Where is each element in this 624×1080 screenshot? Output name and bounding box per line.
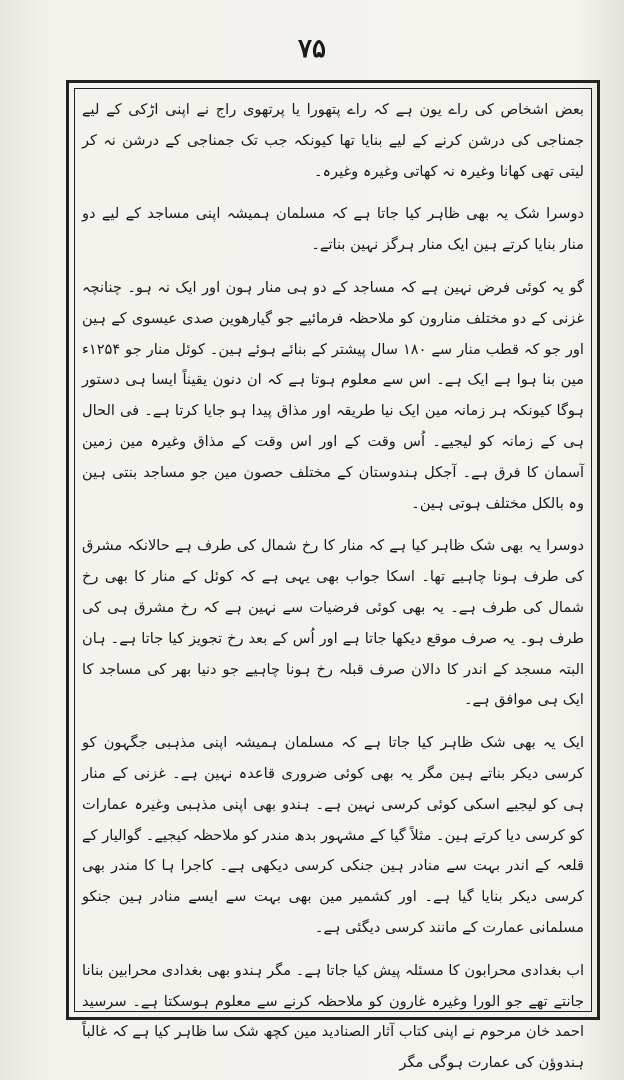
paragraph-1: بعض اشخاص کی راے یون ہے کہ راے پتھورا یا پرتھوی راج نے اپنی اڑکی کے لیے جمناجی کی درشن کرنے کے لیے بنایا تھا کیونکہ جب تک جمناجی کے درشن نہ کر لیتی تھی کھانا وغیرہ نہ کھاتی وغیرہ وغیرہ۔ [82, 101, 584, 180]
page-number: ۷۵ [298, 34, 326, 64]
paragraph-5: ایک یہ بھی شک ظاہر کیا جاتا ہے کہ مسلمان ہمیشہ اپنی مذہبی جگہون کو کرسی دیکر بناتے ہین مگر یہ بھی کوئی ضروری قاعدہ نہین ہے۔ غزنی کے منار ہی کو لیجیے اسکی کوئی کرسی نہین ہے۔ ہندو بھی اپنی مذہبی وغیرہ عمارات کو کرسی دیا کرتے ہین۔ مثلاً گیا کے مشہور بدھ مندر کو ملاحظہ کیجیے۔ گوالیار کے قلعہ کے اندر بہت سے منادر ہین جنکی کرسی دیکھی ہے۔ کاجرا ہا کا مندر بھی کرسی دیکر بنایا گیا ہے۔ اور کشمیر مین بھی بہت سے ایسے منادر ہین جنکو مسلمانی عمارت کے مانند کرسی دیگئی ہے۔ [82, 734, 584, 936]
paragraph-4: دوسرا یہ بھی شک ظاہر کیا ہے کہ منار کا رخ شمال کی طرف ہے حالانکہ مشرق کی طرف ہونا چاہیے تھا۔ اسکا جواب بھی یہی ہے کہ کوئل کے منار کا بھی رخ شمال کی طرف ہے۔ یہ بھی کوئی فرضیات سے نہین ہے کہ رخ مشرق ہی کی طرف ہو۔ یہ صرف موقع دیکھا جاتا ہے اور اُس کے بعد رخ تجویز کیا جاتا ہے۔ ہان البتہ مسجد کے اندر کا دالان صرف قبلہ رخ ہونا چاہیے جو دنیا بھر کی مساجد کا ایک ہی موافق ہے۔ [82, 537, 584, 709]
paragraph-2: دوسرا شک یہ بھی ظاہر کیا جاتا ہے کہ مسلمان ہمیشہ اپنی مساجد کے لیے دو منار بنایا کرتے ہین ایک منار ہرگز نہین بناتے۔ [82, 205, 584, 254]
paragraph-3: گو یہ کوئی فرض نہین ہے کہ مساجد کے دو ہی منار ہون اور ایک نہ ہو۔ چنانچہ غزنی کے دو مختلف منارون کو ملاحظہ فرمائیے جو گیارھوین صدی عیسوی کے ہین اور جو کہ قطب منار سے ۱۸۰ سال پیشتر کے بنائے ہوئے ہین۔ کوئل منار جو ۱۲۵۴ء مین بنا ہوا ہے ایک ہے۔ اس سے معلوم ہوتا ہے کہ ان دنون یقیناً ایسا ہی دستور ہوگا کیونکہ ہر زمانہ مین ایک نیا طریقہ اور مذاق پیدا ہو جایا کرتا ہے۔ فی الحال ہی کے زمانہ کو لیجیے۔ اُس وقت کے اور اس وقت کے مذاق وغیرہ مین زمین آسمان کا فرق ہے۔ آجکل ہندوستان کے مختلف حصون مین جو مساجد بنتی ہین وہ بالکل مختلف ہوتی ہین۔ [82, 278, 584, 512]
body-text [82, 95, 584, 1072]
paragraph-6: اب بغدادی محرابون کا مسئلہ پیش کیا جاتا ہے۔ مگر ہندو بھی بغدادی محرابین بنانا جانتے تھے جو الورا وغیرہ غارون کو ملاحظہ کرنے سے معلوم ہوسکتا ہے۔ سرسید احمد خان مرحوم نے اپنی کتاب آثار الصنادید مین کچھ شک سا ظاہر کیا ہے کہ غالباً ہندوؤن کی عمارت ہوگی مگر [82, 961, 584, 1072]
